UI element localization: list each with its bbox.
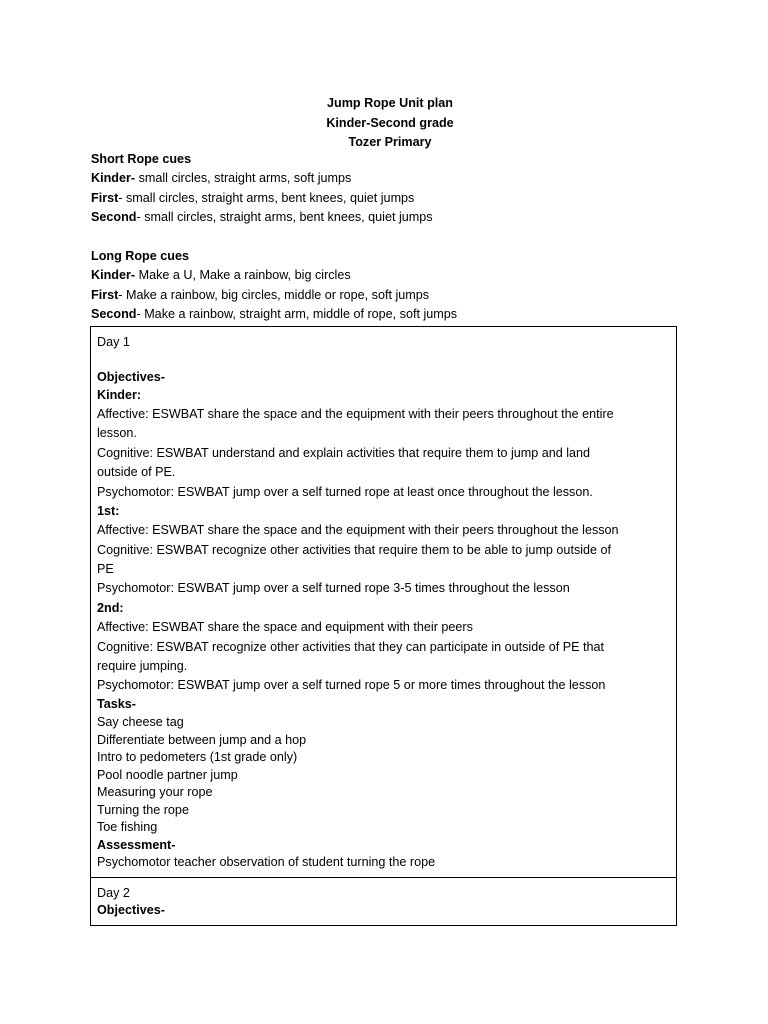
task-item: Toe fishing <box>97 820 158 834</box>
document-title: Jump Rope Unit plan <box>327 96 453 110</box>
kinder-psychomotor: Psychomotor: ESWBAT jump over a self turned rope at least once throughout the lesson. <box>97 485 593 499</box>
day1-label: Day 1 <box>97 335 130 349</box>
first-affective: Affective: ESWBAT share the space and the equipment with their peers throughout the lesson <box>97 523 619 537</box>
assessment-text: Psychomotor teacher observation of student turning the rope <box>97 855 436 869</box>
task-item: Differentiate between jump and a hop <box>97 732 307 747</box>
second-cognitive-cont: require jumping. <box>97 659 188 673</box>
task-item: Turning the rope <box>97 802 189 817</box>
kinder-cognitive: Cognitive: ESWBAT understand and explain activities that require them to jump and land <box>97 446 591 460</box>
long-rope-heading: Long Rope cues <box>91 249 189 263</box>
long-rope-kinder: Kinder- Make a U, Make a rainbow, big circles <box>91 268 351 283</box>
tasks-heading: Tasks- <box>97 697 136 711</box>
day2-objectives-heading: Objectives- <box>97 903 165 917</box>
day1-cell <box>91 327 676 878</box>
short-rope-first: First- small circles, straight arms, bent knees, quiet jumps <box>91 190 415 205</box>
first-cognitive-cont: PE <box>97 562 114 576</box>
assessment-heading: Assessment- <box>97 837 176 852</box>
day2-label: Day 2 <box>97 886 130 900</box>
first-psychomotor: Psychomotor: ESWBAT jump over a self turned rope 3-5 times throughout the lesson <box>97 581 570 595</box>
second-cognitive: Cognitive: ESWBAT recognize other activities that they can participate in outside of PE that <box>97 640 605 654</box>
document-grades: Kinder-Second grade <box>326 115 454 130</box>
kinder-affective-cont: lesson. <box>97 426 137 440</box>
short-rope-heading: Short Rope cues <box>91 152 192 166</box>
task-item: Measuring your rope <box>97 785 213 799</box>
kinder-affective: Affective: ESWBAT share the space and the equipment with their peers throughout the entire <box>97 407 614 421</box>
task-item: Say cheese tag <box>97 715 184 729</box>
long-rope-second: Second- Make a rainbow, straight arm, middle of rope, soft jumps <box>91 307 458 322</box>
kinder-heading: Kinder: <box>97 388 142 402</box>
task-item: Pool noodle partner jump <box>97 767 238 782</box>
long-rope-cues <box>91 247 691 325</box>
second-heading: 2nd: <box>97 601 124 615</box>
document-header <box>0 94 768 153</box>
document-school: Tozer Primary <box>348 135 432 149</box>
kinder-cognitive-cont: outside of PE. <box>97 465 176 479</box>
first-cognitive: Cognitive: ESWBAT recognize other activities that require them to be able to jump outside of <box>97 543 612 557</box>
second-affective: Affective: ESWBAT share the space and equipment with their peers <box>97 620 473 634</box>
task-item: Intro to pedometers (1st grade only) <box>97 750 298 764</box>
short-rope-second: Second- small circles, straight arms, bent knees, quiet jumps <box>91 210 433 225</box>
short-rope-cues <box>91 150 691 228</box>
lesson-table <box>90 326 677 926</box>
short-rope-kinder: Kinder- small circles, straight arms, soft jumps <box>91 171 352 186</box>
long-rope-first: First- Make a rainbow, big circles, middle or rope, soft jumps <box>91 287 430 302</box>
first-heading: 1st: <box>97 504 120 518</box>
second-psychomotor: Psychomotor: ESWBAT jump over a self turned rope 5 or more times throughout the lesson <box>97 678 606 692</box>
day1-objectives-heading: Objectives- <box>97 370 165 384</box>
